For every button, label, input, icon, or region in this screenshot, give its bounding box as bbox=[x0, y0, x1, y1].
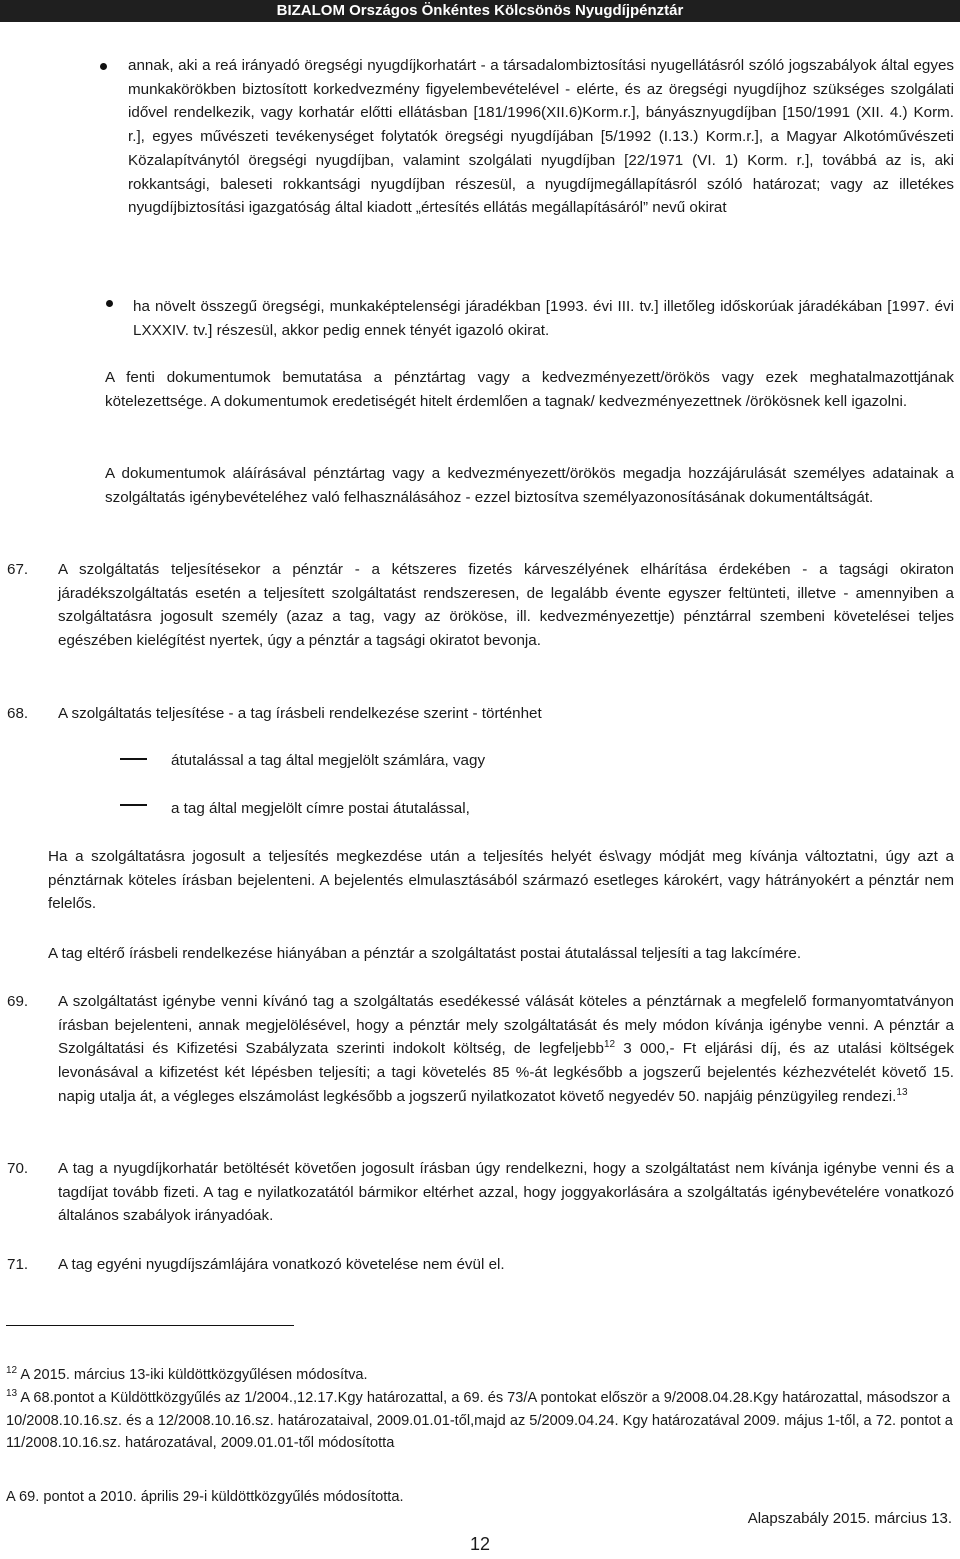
section-number-70: 70. bbox=[7, 1160, 29, 1177]
footnote-mark: 12 bbox=[6, 1365, 18, 1376]
bullet-item-2: ha növelt összegű öregségi, munkaképtelenségi járadékban [1993. évi III. tv.] illetőleg időskorúak járadékában [1997. évi LXXXIV. tv.] részesül, akkor pedig ennek tényét igazoló okirat. bbox=[133, 298, 954, 339]
section-67-text: A szolgáltatás teljesítésekor a pénztár - a kétszeres fizetés kárveszélyének elhárítása érdekében - a tagsági okiraton járadékszolgáltatás esetén a teljesített szolgáltatást rendszeresen, de legalább évente egyszer feltünteti, illetve - amennyiben a szolgáltatásra jogosult személy (azaz a tag, vagy az örököse, ill. kedvezményezettje) pénztárral szembeni követelései teljes egészében kielégítést nyertek, úgy a pénztár a tagsági okiratot bevonja. bbox=[58, 561, 954, 650]
section-68-paragraph-2: A tag eltérő írásbeli rendelkezése hiányában a pénztár a szolgáltatást postai átutalással teljesíti a tag lakcímére. bbox=[48, 945, 802, 962]
section-number-67: 67. bbox=[7, 561, 29, 578]
bullet-item-1: annak, aki a reá irányadó öregségi nyugdíjkorhatárt - a társadalombiztosítási nyugellátásról szóló jogszabályok által egyes munkakörökben biztosított korkedvezmény figyelembevételével - elérte, és az öregségi nyugdíjhoz szükséges szolgálati idővel rendelkezik, vagy korhatár előtti ellátásban [181/1996(XII.6)Korm.r.], bányásznyugdíjban [150/1991 (XII. 4.) Korm. r.], egyes művészeti tevékenységet folytatók öregségi nyugdíjában [5/1992 (I.13.) Korm.r.], a Magyar Alkotóművészeti Közalapítványtól öregségi nyugdíjban, valamint szolgálati nyugdíjban [22/1971 (VI. 1) Korm. r.], továbbá az is, aki rokkantsági, baleseti rokkantsági nyugdíjban részesül, a nyugdíjmegállapításról szóló határozat; vagy az illetékes nyugdíjbiztosítási igazgatóság által kiadott „értesítés ellátás megállapításáról” nevű okirat bbox=[128, 57, 954, 217]
bullet-dot bbox=[106, 300, 113, 307]
footnote-12 bbox=[6, 1364, 954, 1387]
section-70-text: A tag a nyugdíjkorhatár betöltését követően jogosult írásban úgy rendelkezni, hogy a szolgáltatást nem kívánja igénybe venni és a tagdíjat tovább fizeti. A tag e nyilatkozatától bármikor eltérhet azzal, hogy joggyakorlására a szolgáltatás igénybevételére vonatkozó általános szabályok irányadóak. bbox=[58, 1160, 954, 1225]
footnote-ref-12: 12 bbox=[603, 1039, 616, 1051]
page-number: 12 bbox=[469, 1534, 491, 1554]
document-header: BIZALOM Országos Önkéntes Kölcsönös Nyugdíjpénztár bbox=[0, 0, 960, 22]
section-68-paragraph-1: Ha a szolgáltatásra jogosult a teljesítés megkezdése után a teljesítés helyét és\vagy módját meg kívánja változtatni, úgy azt a pénztárnak köteles írásban bejelenteni. A bejelentés elmulasztásából származó esetleges károkért, vagy hátrányokért a pénztár nem felelős. bbox=[48, 848, 954, 913]
section-number-69: 69. bbox=[7, 993, 29, 1010]
section-number-71: 71. bbox=[7, 1256, 29, 1273]
section-69-text bbox=[58, 990, 954, 1109]
footnote-text: A 2015. március 13-iki küldöttközgyűlésen módosítva. bbox=[17, 1367, 368, 1383]
dash-bullet bbox=[120, 758, 147, 760]
section-number-68: 68. bbox=[7, 705, 29, 722]
section-68-text: A szolgáltatás teljesítése - a tag írásbeli rendelkezése szerint - történhet bbox=[58, 705, 542, 722]
footnote-mark: 13 bbox=[6, 1388, 18, 1399]
dash-bullet bbox=[120, 804, 147, 806]
footnote-ref-13: 13 bbox=[896, 1086, 908, 1098]
bullet-dot bbox=[100, 63, 107, 70]
footnote-text: A 68.pontot a Küldöttközgyűlés az 1/2004.,12.17.Kgy határozattal, a 69. és 73/A pontokat először a 9/2008.04.28.Kgy határozattal, másodszor a 10/2008.10.16.sz. és a 12/2008.10.16.sz. határozataival, 2009.01.01-től,majd az 5/2009.04.24. Kgy határozatával 2009. május 1-től, a 72. pontot a 11/2008.10.16.sz. határozatával, 2009.01.01-től módosította bbox=[6, 1390, 953, 1451]
section-69-text-a: A szolgáltatást igénybe venni kívánó tag a szolgáltatás esedékessé válását köteles a pénztárnak a megfelelő formanyomtatványon írásban bejelenteni, annak megjelölésével, hogy a pénztár mely szolgáltatását és mely módon kívánja igénybe venni. A pénztár a Szolgáltatási és Kifizetési Szabályzata szerinti indokolt költség, de legfeljebb bbox=[58, 993, 954, 1058]
footnote-separator bbox=[6, 1325, 294, 1326]
section-68-option-1: átutalással a tag által megjelölt számlára, vagy bbox=[171, 752, 486, 769]
paragraph-documents-consent: A dokumentumok aláírásával pénztártag vagy a kedvezményezett/örökös megadja hozzájárulását személyes adatainak a szolgáltatás igénybevételéhez való felhasználásához - ezzel biztosítva személyazonosításának dokumentáltságát. bbox=[105, 465, 954, 506]
section-71-text: A tag egyéni nyugdíjszámlájára vonatkozó követelése nem évül el. bbox=[58, 1256, 505, 1273]
section-69-text-b: 3 000,- Ft eljárási díj, és az utalási költségek levonásával a kifizetést két lépésben teljesíti; a tagi követelés 85 %-át legkésőbb a jogszerű bejelentés kézhezvételét követő 15. napig utalja át, a végleges elszámolást legkésőbb a jogszerű nyilatkozatot követő negyedév 50. napjáig pénzügyileg rendezi. bbox=[58, 1040, 954, 1105]
section-68-option-2: a tag által megjelölt címre postai átutalással, bbox=[171, 800, 470, 817]
paragraph-documents-presentation: A fenti dokumentumok bemutatása a pénztártag vagy a kedvezményezett/örökös vagy ezek meghatalmazottjának kötelezettsége. A dokumentumok eredetiségét hitelt érdemlően a tagnak/ kedvezményezettnek /örökösnek kell igazolni. bbox=[105, 369, 954, 410]
statute-date: Alapszabály 2015. március 13. bbox=[747, 1510, 952, 1527]
footnote-13 bbox=[6, 1387, 954, 1455]
footnote-note: A 69. pontot a 2010. április 29-i küldöttközgyűlés módosította. bbox=[6, 1489, 404, 1505]
